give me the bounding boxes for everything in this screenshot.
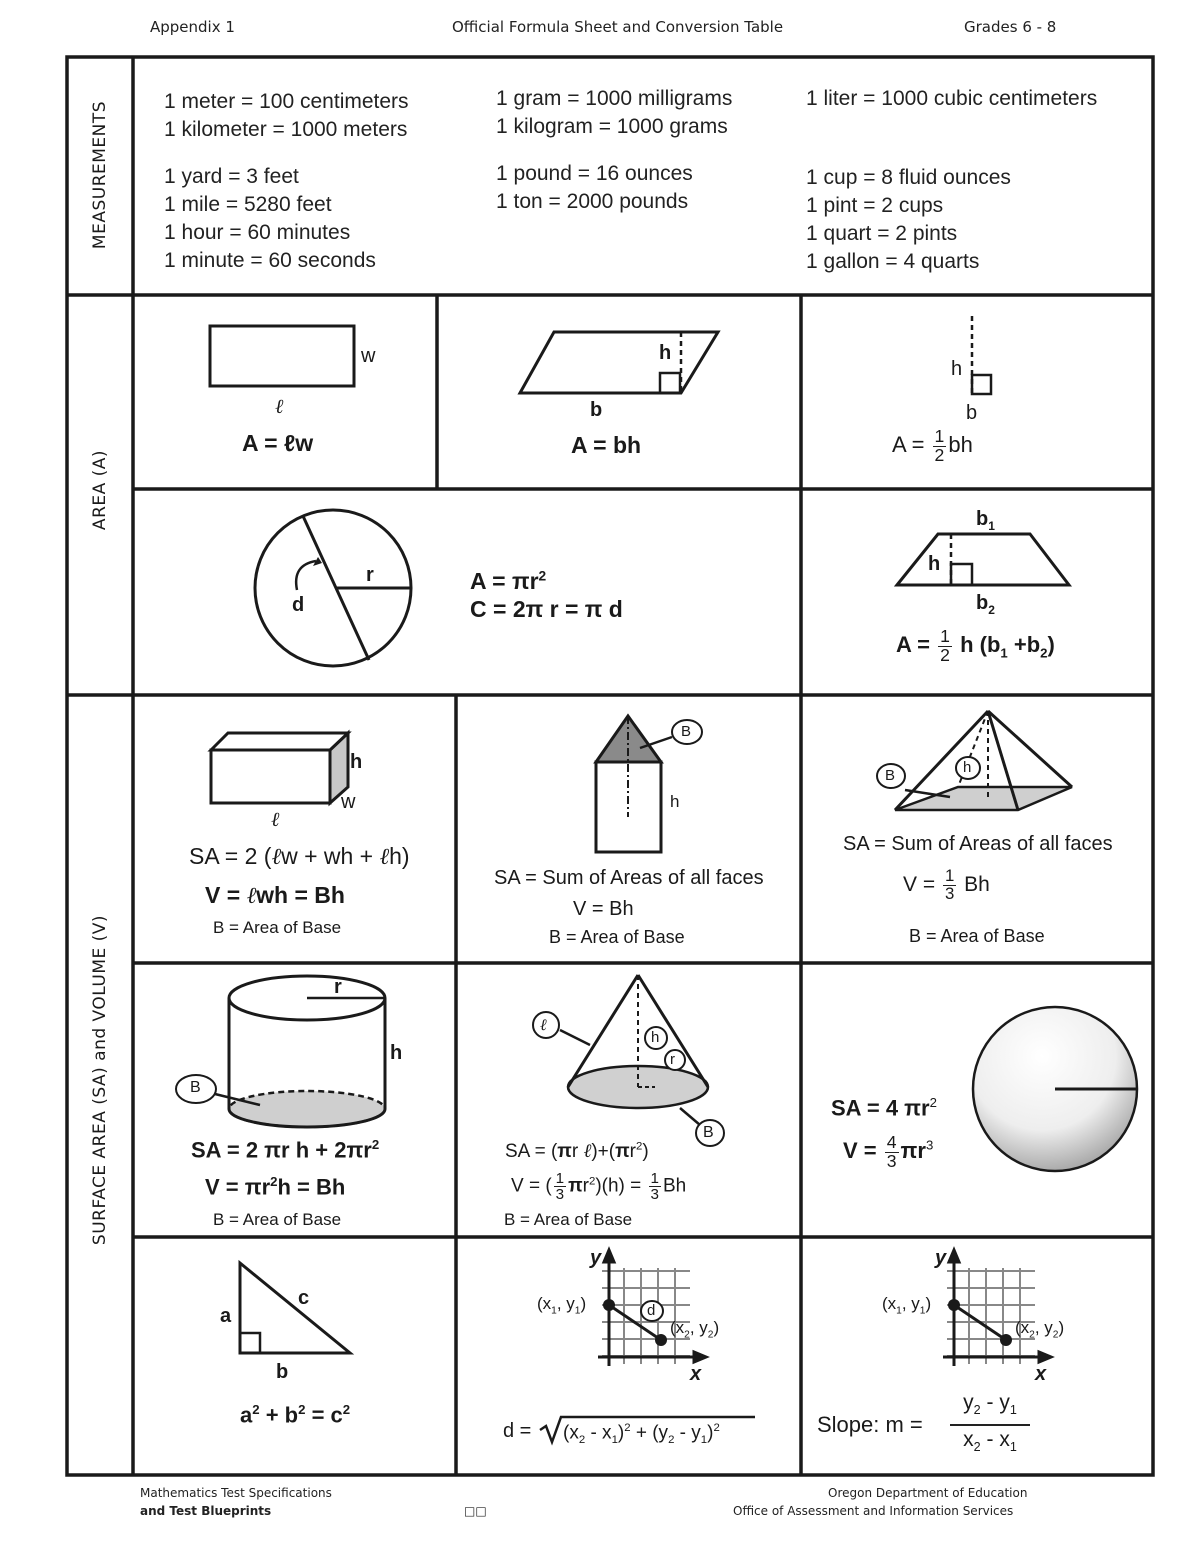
header-appendix: Appendix 1 xyxy=(150,18,235,36)
cone-v-formula: V = ( $\frac{1}{3}$ $\pi r^2)(h)$ = $\frac{1}{3}$ Bh xyxy=(511,1170,687,1204)
measure-col1-top: 1 meter = 100 centimeters 1 kilometer = 1000 meters xyxy=(164,90,409,141)
pyramid-v-formula: V = $\frac{1}{3}$ Bh xyxy=(903,866,990,903)
cylinder-base-note: B = Area of Base xyxy=(213,1210,342,1229)
header-grades: Grades 6 - 8 xyxy=(964,18,1057,36)
circle-r-label: r xyxy=(366,564,374,586)
prism-h-label: h xyxy=(350,751,363,773)
cone-h-label: h xyxy=(651,1029,660,1046)
distance-y-axis-label: y xyxy=(590,1247,602,1269)
pyramid-B-label: B xyxy=(885,767,896,784)
trapezoid-diagram xyxy=(897,534,1069,585)
cone-B-label: B xyxy=(703,1124,714,1141)
distance-formula-prefix: d = xyxy=(503,1420,532,1442)
pythag-a-label: a xyxy=(220,1305,232,1327)
triangle-diagram xyxy=(972,316,991,394)
slope-formula-label: Slope: m = xyxy=(817,1412,923,1437)
rectangle-diagram xyxy=(210,326,354,386)
slope-point2-label: ($x_2$, $y_2$) xyxy=(1015,1318,1065,1341)
slope-y-axis-label: y xyxy=(935,1247,947,1269)
slope-point1-label: ($x_1$, $y_1$) xyxy=(882,1294,932,1317)
cylinder-B-label: B xyxy=(190,1079,201,1096)
tri-prism-sa-formula: SA = Sum of Areas of all faces xyxy=(494,867,764,889)
right-triangle-diagram xyxy=(240,1263,350,1353)
slope-x-axis-label: x xyxy=(1035,1363,1047,1385)
header-title: Official Formula Sheet and Conversion Table xyxy=(452,18,784,36)
parallelogram-b-label: b xyxy=(590,399,603,421)
section-measurements: MEASUREMENTS xyxy=(90,100,110,250)
trapezoid-b1-label: $b_1$ xyxy=(976,508,995,533)
distance-point1-label: ($x_1$, $y_1$) xyxy=(537,1294,587,1317)
distance-x-axis-label: x xyxy=(690,1363,702,1385)
cylinder-sa-formula: SA = 2 πr $h + 2\pi r^2$ xyxy=(191,1137,380,1163)
rect-area-formula: A = ℓw xyxy=(242,430,314,456)
slope-formula-numerator: $y_2 - y_1$ xyxy=(963,1391,1017,1418)
measure-col1-bottom: 1 yard = 3 feet 1 mile = 5280 feet 1 hour = 60 minutes 1 minute = 60 seconds xyxy=(164,165,376,272)
footer-page-number: □□ xyxy=(464,1504,487,1518)
prism-v-formula: V = ℓwh = Bh xyxy=(205,882,345,909)
prism-l-label: ℓ xyxy=(271,807,280,831)
tri-prism-h-label: h xyxy=(670,792,680,811)
rect-w-label: w xyxy=(361,345,376,367)
circle-circumference-formula: C = 2π r = π d xyxy=(470,596,623,622)
rectangular-prism-diagram xyxy=(211,733,348,803)
slope-fraction-bar xyxy=(950,1424,1030,1426)
pyramid-base-note: B = Area of Base xyxy=(909,926,1045,946)
cylinder-h-label: h xyxy=(390,1042,403,1064)
cone-r-label: r xyxy=(670,1051,675,1068)
cylinder-r-label: r xyxy=(334,976,342,998)
circle-area-formula: $A = \pi r^2$ xyxy=(470,568,547,594)
tri-prism-B-label: B xyxy=(681,723,692,740)
sphere-diagram xyxy=(973,1007,1137,1171)
cone-l-label: ℓ xyxy=(540,1015,547,1034)
section-surface-area-volume: SURFACE AREA (SA) and VOLUME (V) xyxy=(90,914,110,1246)
sphere-sa-formula: SA = 4 $\pi r^2$ xyxy=(831,1095,937,1121)
pyramid-h-label: h xyxy=(963,759,972,776)
parallelogram-h-label: h xyxy=(659,342,672,364)
sphere-v-formula: V = $\frac{4}{3}$ $\pi r^3$ xyxy=(843,1132,934,1171)
distance-formula-radicand: $(x_2 - x_1)^2 + (y_2 - y_1)^2$ xyxy=(563,1422,720,1447)
cylinder-diagram xyxy=(176,976,385,1127)
circle-diagram xyxy=(255,510,411,666)
distance-point2-label: ($x_2$, $y_2$) xyxy=(670,1318,720,1341)
pythag-c-label: c xyxy=(298,1287,310,1309)
measure-col2-bottom: 1 pound = 16 ounces 1 ton = 2000 pounds xyxy=(496,162,693,213)
footer-doc-subtitle: and Test Blueprints xyxy=(140,1504,272,1518)
slope-grid-diagram xyxy=(943,1250,1051,1366)
cone-diagram xyxy=(533,975,724,1146)
trapezoid-area-formula: A = $\frac{1}{2}$ h $(b_1 +b_2)$ xyxy=(896,626,1055,665)
prism-sa-formula: SA = 2 (ℓw + wh + ℓh) xyxy=(189,843,410,870)
trapezoid-b2-label: $b_2$ xyxy=(976,592,995,617)
distance-d-label: d xyxy=(647,1302,656,1319)
pyramid-sa-formula: SA = Sum of Areas of all faces xyxy=(843,833,1113,855)
section-area: AREA (A) xyxy=(90,449,110,531)
parallelogram-diagram xyxy=(520,332,718,393)
parallelogram-area-formula: A = bh xyxy=(571,432,642,458)
triangle-h-label: h xyxy=(951,358,963,380)
prism-w-label: w xyxy=(341,791,356,813)
trapezoid-h-label: h xyxy=(928,553,941,575)
cone-sa-formula: SA = (πr $\ell)+(\pi r^2)$ xyxy=(505,1140,649,1162)
footer-office: Office of Assessment and Information Services xyxy=(733,1504,1014,1518)
footer-doc-title: Mathematics Test Specifications xyxy=(140,1486,332,1500)
triangle-area-formula: A = $\frac{1}{2}$ bh xyxy=(892,426,973,465)
footer-department: Oregon Department of Education xyxy=(828,1486,1028,1500)
triangle-b-label: b xyxy=(966,402,978,424)
rect-l-label: ℓ xyxy=(275,394,284,418)
prism-base-note: B = Area of Base xyxy=(213,918,342,937)
measure-col3-top: 1 liter = 1000 cubic centimeters xyxy=(806,87,1098,110)
circle-d-label: d xyxy=(292,594,305,616)
measure-col2-top: 1 gram = 1000 milligrams 1 kilogram = 1000 grams xyxy=(496,87,733,138)
cylinder-v-formula: $V = \pi r^2h = Bh$ xyxy=(205,1174,346,1200)
tri-prism-v-formula: V = Bh xyxy=(573,898,634,920)
cone-base-note: B = Area of Base xyxy=(504,1210,633,1229)
pyramid-diagram xyxy=(877,711,1072,810)
pythag-b-label: b xyxy=(276,1361,289,1383)
pythag-formula: $a^2 + b^2 = c^2$ xyxy=(240,1402,351,1428)
measure-col3-bottom: 1 cup = 8 fluid ounces 1 pint = 2 cups 1 quart = 2 pints 1 gallon = 4 quarts xyxy=(806,166,1011,273)
slope-formula-denominator: $x_2 - x_1$ xyxy=(963,1428,1017,1455)
tri-prism-base-note: B = Area of Base xyxy=(549,927,685,947)
